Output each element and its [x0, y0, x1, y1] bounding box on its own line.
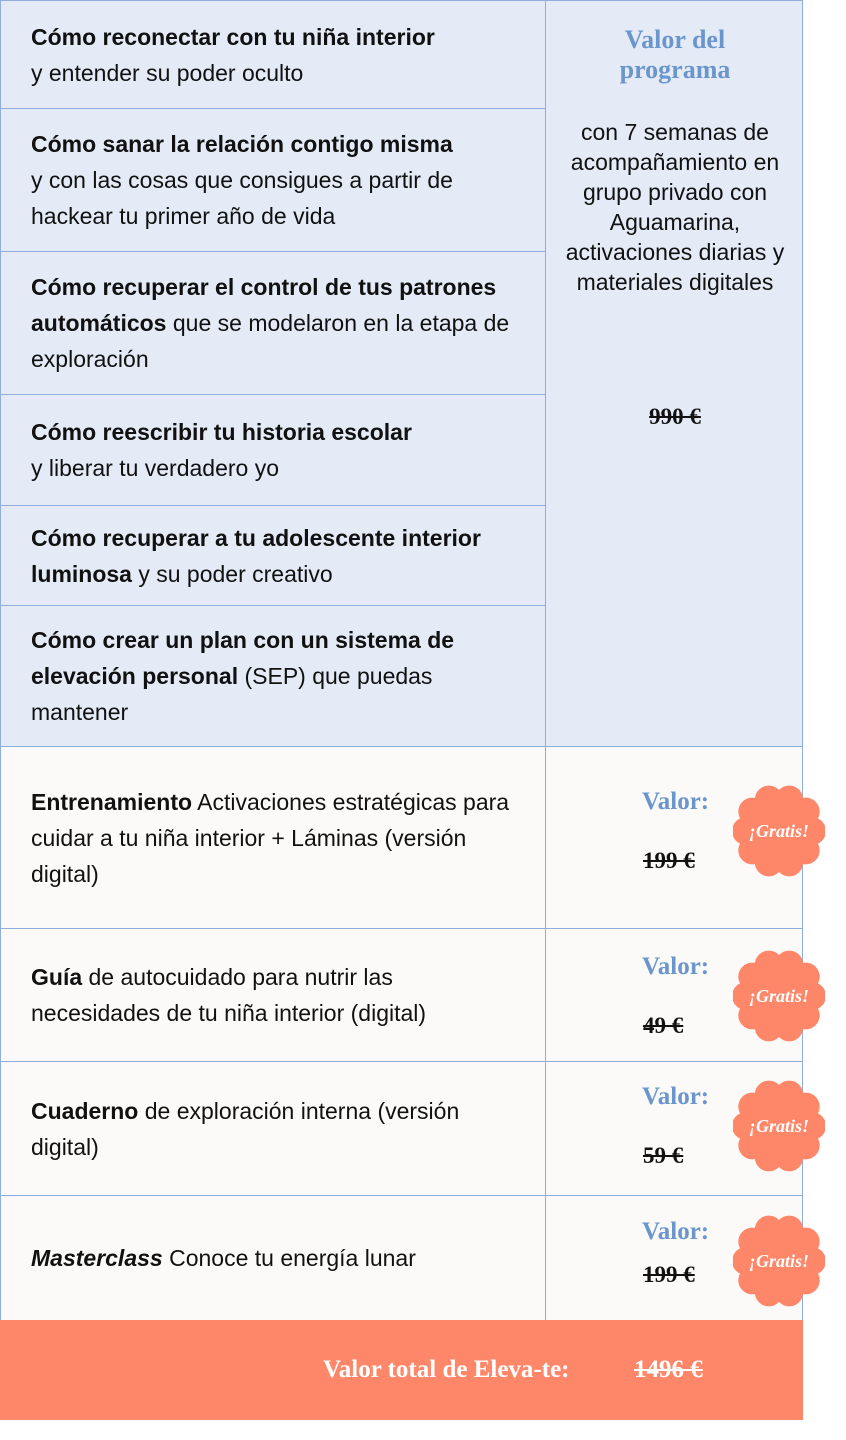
bonus-title: Masterclass [31, 1245, 163, 1271]
module-desc: que se modelaron en la etapa de exploración [31, 310, 510, 372]
total-label: Valor total de Eleva-te: [323, 1356, 570, 1383]
gratis-badge: ¡Gratis! [733, 1080, 825, 1172]
module-row [0, 605, 546, 747]
bonus-row [0, 1195, 546, 1321]
module-title: Cómo reconectar con tu niña interior [31, 23, 435, 50]
gratis-badge: ¡Gratis! [733, 1215, 825, 1307]
bonus-row [0, 928, 546, 1062]
module-row [0, 251, 546, 395]
bonus-title: Guía [31, 964, 83, 990]
bonus-value-label: Valor: [642, 1083, 710, 1110]
program-price: 990 € [649, 404, 701, 429]
program-value-cell [545, 0, 803, 747]
bonus-row [0, 746, 546, 929]
bonus-desc: de autocuidado para nutrir las necesidades de tu niña interior (digital) [31, 964, 427, 1026]
bonus-value-label: Valor: [642, 1218, 710, 1245]
module-title: Cómo recuperar el control de tus patrones automáticos [31, 274, 497, 336]
module-row [0, 0, 546, 109]
module-desc: (SEP) que puedas mantener [31, 663, 433, 725]
module-row [0, 108, 546, 252]
module-title: Cómo recuperar a tu adolescente interior luminosa [31, 524, 481, 587]
gratis-badge: ¡Gratis! [733, 950, 825, 1042]
program-description: con 7 semanas de acompañamiento en grupo privado con Aguamarina, activaciones diarias y materiales digitales [565, 119, 785, 295]
module-row [0, 505, 546, 606]
bonus-desc: de exploración interna (versión digital) [31, 1097, 460, 1160]
gratis-badge: ¡Gratis! [733, 785, 825, 877]
module-desc: y liberar tu verdadero yo [31, 455, 280, 481]
module-title: Cómo crear un plan con un sistema de elevación personal [31, 627, 455, 689]
bonus-price: 199 € [643, 1262, 695, 1287]
bonus-value-label: Valor: [642, 953, 710, 980]
bonus-value-label: Valor: [642, 788, 710, 815]
total-price: 1496 € [634, 1356, 703, 1383]
bonus-desc: Activaciones estratégicas para cuidar a tu niña interior + Láminas (versión digital) [31, 788, 510, 887]
bonus-row [0, 1061, 546, 1196]
bonus-title: Entrenamiento [31, 788, 193, 815]
module-desc: y entender su poder oculto [31, 59, 304, 86]
bonus-title: Cuaderno [31, 1097, 139, 1124]
total-bar [0, 1320, 803, 1420]
bonus-desc: Conoce tu energía lunar [162, 1245, 416, 1271]
module-title: Cómo sanar la relación contigo misma [31, 131, 453, 157]
module-row [0, 394, 546, 506]
module-desc: y con las cosas que consigues a partir de hackear tu primer año de vida [31, 167, 453, 229]
bonus-price: 59 € [643, 1143, 684, 1168]
module-desc: y su poder creativo [131, 560, 333, 587]
bonus-price: 199 € [643, 848, 695, 873]
program-value-title: Valor del programa [619, 25, 731, 84]
module-title: Cómo reescribir tu historia escolar [31, 419, 412, 445]
bonus-price: 49 € [643, 1013, 684, 1038]
